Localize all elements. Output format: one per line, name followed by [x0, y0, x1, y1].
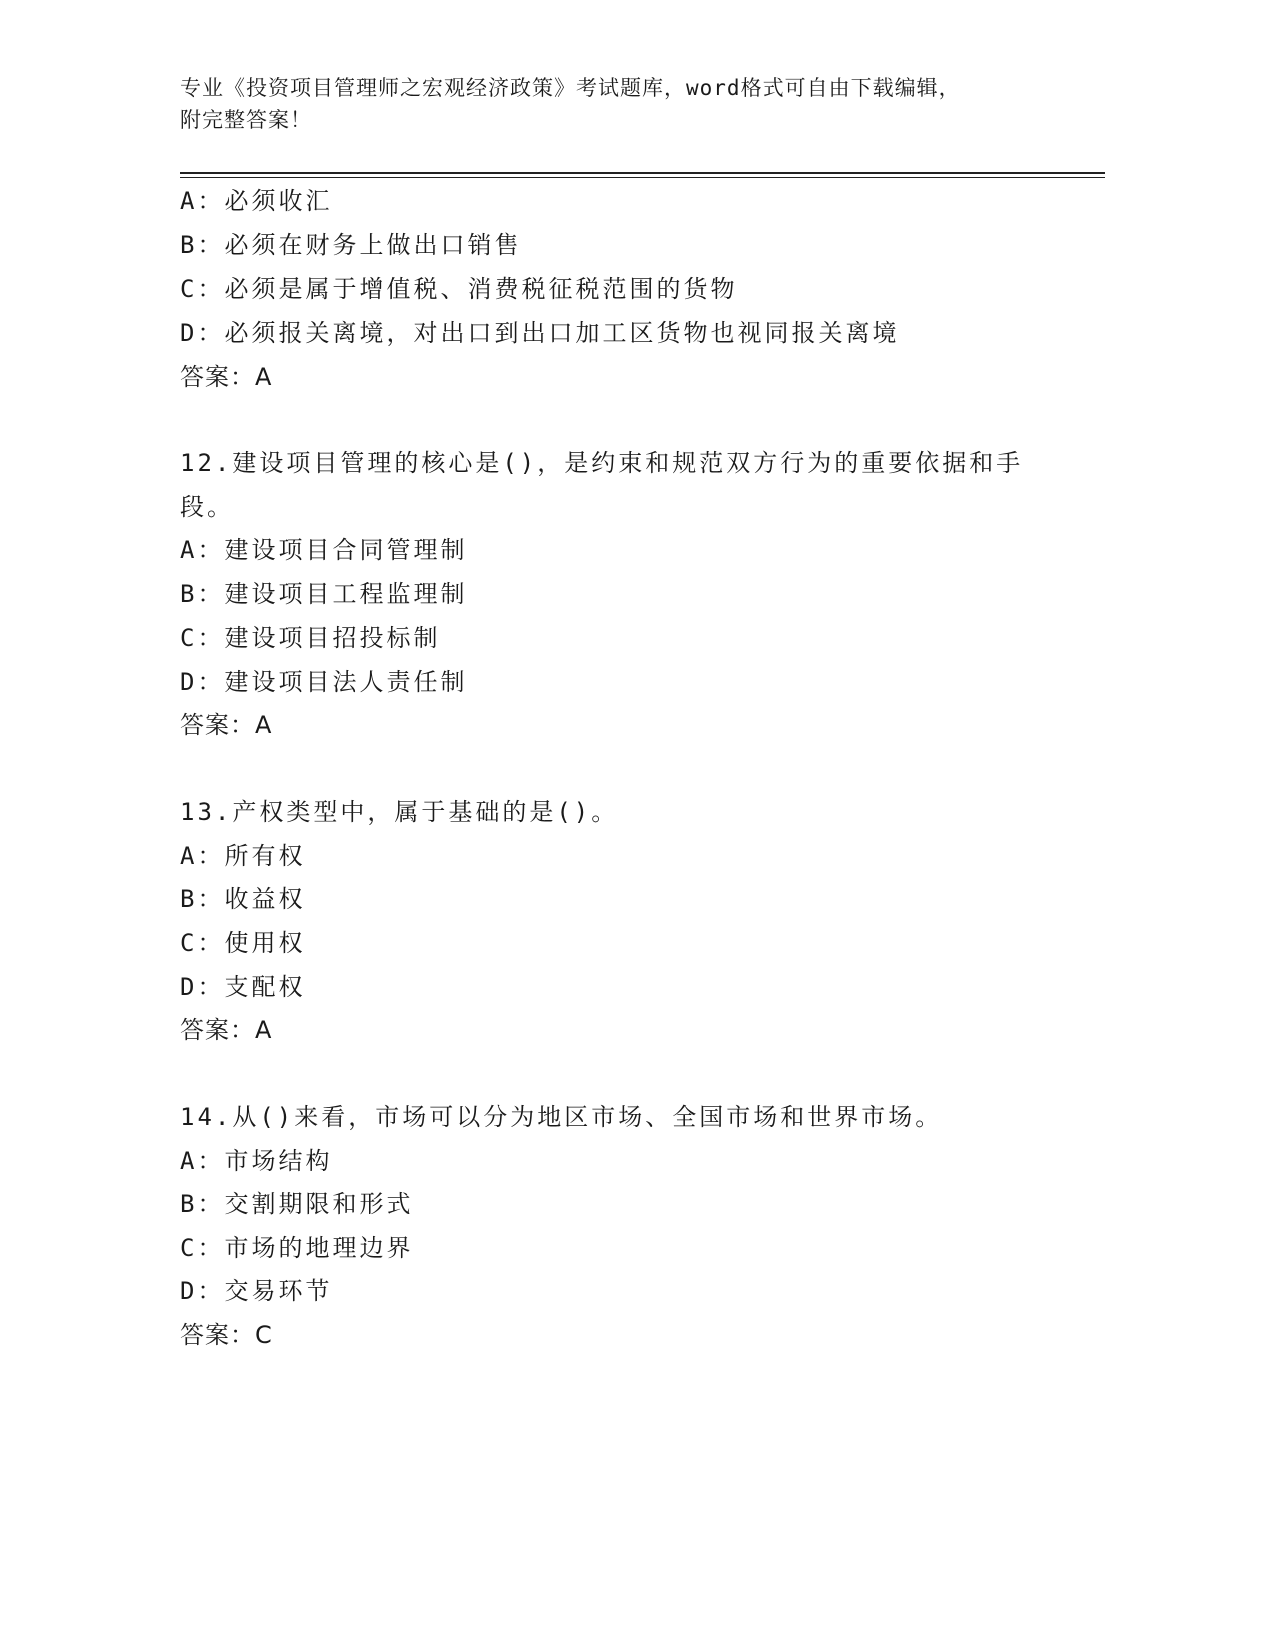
q14-option-a: A：市场结构	[180, 1147, 333, 1175]
q14-stem: 14.从()来看，市场可以分为地区市场、全国市场和世界市场。	[180, 1103, 943, 1131]
q12-answer: 答案：A	[180, 711, 273, 739]
q14-option-b: B：交割期限和形式	[180, 1190, 414, 1218]
document-header	[180, 72, 1060, 136]
q13-stem: 13.产权类型中，属于基础的是()。	[180, 798, 619, 826]
q13-option-c: C：使用权	[180, 929, 306, 957]
q14-answer: 答案：C	[180, 1321, 273, 1349]
q11-option-a: A：必须收汇	[180, 187, 333, 215]
header-divider	[180, 172, 1105, 174]
q13-option-a: A：所有权	[180, 842, 306, 870]
q13-option-d: D：支配权	[180, 973, 306, 1001]
q12-option-c: C：建设项目招投标制	[180, 624, 441, 652]
q13-answer: 答案：A	[180, 1016, 273, 1044]
q11-option-b: B：必须在财务上做出口销售	[180, 231, 522, 259]
q12-option-b: B：建设项目工程监理制	[180, 580, 468, 608]
q12-option-a: A：建设项目合同管理制	[180, 536, 468, 564]
q14-option-c: C：市场的地理边界	[180, 1234, 414, 1262]
q14-option-d: D：交易环节	[180, 1277, 333, 1305]
q11-answer: 答案：A	[180, 363, 273, 391]
header-divider-thin	[180, 177, 1105, 178]
header-line-1: 专业《投资项目管理师之宏观经济政策》考试题库，word格式可自由下载编辑，	[180, 76, 961, 100]
q12-stem-line-1: 12.建设项目管理的核心是()，是约束和规范双方行为的重要依据和手	[180, 449, 1024, 477]
q11-option-c: C：必须是属于增值税、消费税征税范围的货物	[180, 275, 738, 303]
q12-stem-line-2: 段。	[180, 493, 234, 521]
header-line-2: 附完整答案！	[180, 108, 312, 132]
q13-option-b: B：收益权	[180, 885, 306, 913]
q12-option-d: D：建设项目法人责任制	[180, 668, 468, 696]
q11-option-d: D：必须报关离境，对出口到出口加工区货物也视同报关离境	[180, 319, 900, 347]
